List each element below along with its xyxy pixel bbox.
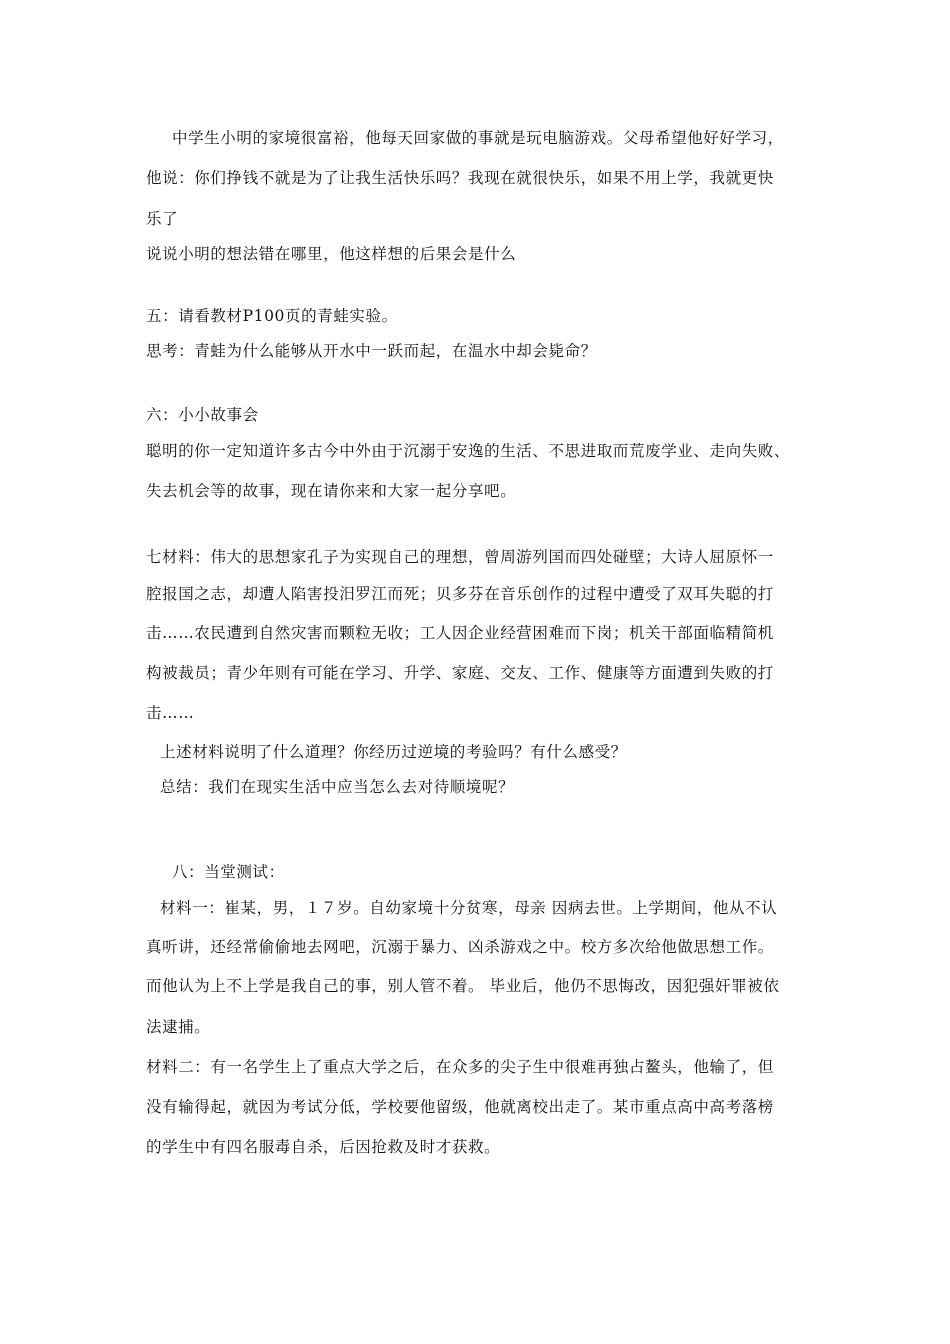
question-line: 上述材料说明了什么道理？你经历过逆境的考验吗？有什么感受？ — [160, 743, 627, 761]
paragraph-line: 乐了 — [146, 210, 179, 228]
paragraph-line: 的学生中有四名服毒自杀，后因抢救及时才获救。 — [146, 1138, 501, 1156]
paragraph-line: 构被裁员；青少年则有可能在学习、升学、家庭、交友、工作、健康等方面遭到失败的打 — [146, 664, 774, 682]
section-heading-6: 六：小小故事会 — [146, 406, 259, 424]
section-heading-7: 七材料：伟大的思想家孔子为实现自己的理想，曾周游列国而四处碰壁；大诗人屈原怀一 — [146, 548, 774, 566]
paragraph-line: 法逮捕。 — [146, 1018, 211, 1036]
paragraph-line: 没有输得起，就因为考试分低，学校要他留级，他就离校出走了。某市重点高中高考落榜 — [146, 1098, 774, 1116]
paragraph-line: 聪明的你一定知道许多古今中外由于沉溺于安逸的生活、不思进取而荒废学业、走向失败、 — [146, 442, 791, 460]
paragraph-line: 而他认为上不上学是我自己的事，别人管不着。 毕业后，他仍不思悔改，因犯强奸罪被依 — [146, 977, 780, 995]
paragraph-line: 材料二：有一名学生上了重点大学之后，在众多的尖子生中很难再独占鳌头，他输了，但 — [146, 1058, 774, 1076]
paragraph-line: 他说：你们挣钱不就是为了让我生活快乐吗？我现在就很快乐，如果不用上学，我就更快 — [146, 169, 774, 187]
paragraph-line: 击…… — [146, 704, 195, 722]
section-heading-8: 八：当堂测试： — [172, 863, 285, 881]
paragraph-line: 中学生小明的家境很富裕，他每天回家做的事就是玩电脑游戏。父母希望他好好学习， — [172, 129, 784, 147]
paragraph-line: 腔报国之志，却遭人陷害投汨罗江而死；贝多芬在音乐创作的过程中遭受了双耳失聪的打 — [146, 585, 774, 603]
question-line: 说说小明的想法错在哪里，他这样想的后果会是什么 — [146, 245, 517, 263]
question-line: 思考：青蛙为什么能够从开水中一跃而起，在温水中却会毙命？ — [146, 342, 597, 360]
section-heading-5: 五：请看教材P100页的青蛙实验。 — [146, 307, 398, 325]
paragraph-line: 材料一：崔某，男，１７岁。自幼家境十分贫寒，母亲 因病去世。上学期间，他从不认 — [160, 899, 778, 917]
summary-line: 总结：我们在现实生活中应当怎么去对待顺境呢？ — [160, 778, 515, 796]
paragraph-line: 失去机会等的故事，现在请你来和大家一起分享吧。 — [146, 482, 517, 500]
paragraph-line: 击……农民遭到自然灾害而颗粒无收；工人因企业经营困难而下岗；机关干部面临精简机 — [146, 624, 774, 642]
paragraph-line: 真听讲，还经常偷偷地去网吧，沉溺于暴力、凶杀游戏之中。校方多次给他做思想工作。 — [146, 938, 774, 956]
